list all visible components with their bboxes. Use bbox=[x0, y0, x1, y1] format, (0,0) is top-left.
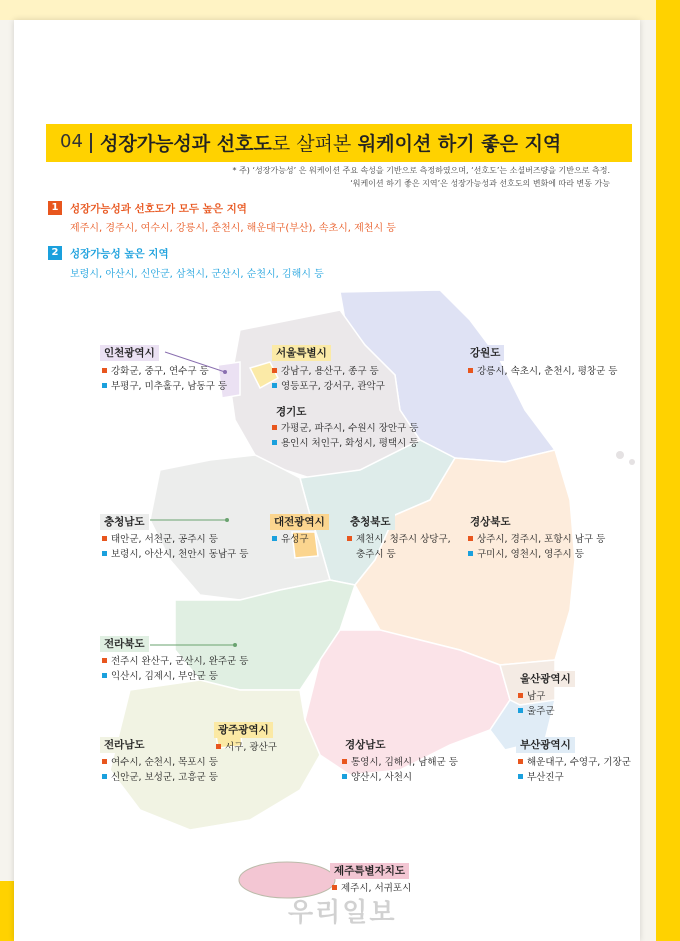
region-jeonnam-orange: 여수시, 순천시, 목포시 등 bbox=[102, 756, 218, 769]
region-gangwon-orange: 강릉시, 속초시, 춘천시, 평창군 등 bbox=[468, 365, 617, 378]
region-label-gyeongnam: 경상남도 bbox=[341, 737, 390, 753]
region-chungnam-blue: 보령시, 아산시, 천안시 동남구 등 bbox=[102, 548, 248, 561]
region-daejeon-blue: 유성구 bbox=[272, 533, 309, 546]
region-label-jeonbuk: 전라북도 bbox=[100, 636, 149, 652]
section-1-title: 성장가능성과 선호도가 모두 높은 지역 bbox=[70, 203, 247, 215]
region-busan-blue: 부산진구 bbox=[518, 771, 564, 784]
region-label-daejeon: 대전광역시 bbox=[270, 514, 329, 530]
region-label-busan: 부산광역시 bbox=[516, 737, 575, 753]
region-gwangju-orange: 서구, 광산구 bbox=[216, 741, 277, 754]
section-2-list: 보령시, 아산시, 신안군, 삼척시, 군산시, 순천시, 김해시 등 bbox=[70, 269, 324, 280]
region-gyeongbuk-blue: 구미시, 영천시, 영주시 등 bbox=[468, 548, 584, 561]
region-label-gyeonggi: 경기도 bbox=[272, 404, 310, 420]
footnote-line-2: ‘워케이션 하기 좋은 지역’은 성장가능성과 선호도의 변화에 따라 변동 가능 bbox=[350, 179, 610, 188]
region-gyeongnam-blue: 양산시, 사천시 bbox=[342, 771, 412, 784]
region-incheon-orange: 강화군, 중구, 연수구 등 bbox=[102, 365, 209, 378]
region-label-jeju: 제주특별자치도 bbox=[330, 863, 409, 879]
region-label-jeonnam: 전라남도 bbox=[100, 737, 149, 753]
region-chungbuk-orange: 제천시, 청주시 상당구, bbox=[347, 533, 451, 546]
map-island bbox=[616, 451, 624, 459]
section-number: 04 bbox=[60, 131, 83, 152]
region-label-seoul: 서울특별시 bbox=[272, 345, 331, 361]
region-label-gangwon: 강원도 bbox=[466, 345, 504, 361]
region-jeonbuk-blue: 익산시, 김제시, 부안군 등 bbox=[102, 670, 218, 683]
incheon-leader-dot bbox=[223, 370, 227, 374]
region-ulsan-blue: 울주군 bbox=[518, 705, 555, 718]
jeonbuk-leader-dot bbox=[233, 643, 237, 647]
region-label-chungbuk: 충청북도 bbox=[346, 514, 395, 530]
watermark: 우리일보 bbox=[288, 898, 397, 928]
section-2-title: 성장가능성 높은 지역 bbox=[70, 248, 169, 260]
section-1-list: 제주시, 경주시, 여수시, 강릉시, 춘천시, 해운대구(부산), 속초시, 제천시 등 bbox=[70, 223, 396, 234]
region-gyeongnam-orange: 통영시, 김해시, 남해군 등 bbox=[342, 756, 458, 769]
region-jeju-orange: 제주시, 서귀포시 bbox=[332, 882, 411, 895]
section-1-badge: 1 bbox=[48, 201, 62, 215]
page-title: 성장가능성과 선호도로 살펴본 워케이션 하기 좋은 지역 bbox=[100, 133, 562, 155]
region-gyeonggi-orange: 가평군, 파주시, 수원시 장안구 등 bbox=[272, 422, 418, 435]
region-busan-orange: 해운대구, 수영구, 기장군 bbox=[518, 756, 631, 769]
region-label-gwangju: 광주광역시 bbox=[214, 722, 273, 738]
region-label-gyeongbuk: 경상북도 bbox=[466, 514, 515, 530]
chungnam-leader-dot bbox=[225, 518, 229, 522]
region-label-incheon: 인천광역시 bbox=[100, 345, 159, 361]
map-region-jeonnam bbox=[110, 680, 320, 830]
footnote-line-1: * 주) ‘성장가능성’ 은 워케이션 주요 속성을 기반으로 측정하였으며, ‘선호도’는 소셜버즈량을 기반으로 측정. bbox=[232, 166, 610, 175]
region-seoul-orange: 강남구, 용산구, 종구 등 bbox=[272, 365, 379, 378]
region-label-ulsan: 울산광역시 bbox=[516, 671, 575, 687]
region-jeonnam-blue: 신안군, 보성군, 고흥군 등 bbox=[102, 771, 218, 784]
region-incheon-blue: 부평구, 미추홀구, 남동구 등 bbox=[102, 380, 227, 393]
map-island bbox=[629, 459, 635, 465]
section-2-badge: 2 bbox=[48, 246, 62, 260]
region-ulsan-orange: 남구 bbox=[518, 690, 545, 703]
region-chungnam-orange: 태안군, 서천군, 공주시 등 bbox=[102, 533, 218, 546]
region-gyeongbuk-orange: 상주시, 경주시, 포항시 남구 등 bbox=[468, 533, 605, 546]
region-seoul-blue: 영등포구, 강서구, 관악구 bbox=[272, 380, 385, 393]
region-chungbuk-orange-2: 충주시 등 bbox=[356, 549, 396, 560]
region-label-chungnam: 충청남도 bbox=[100, 514, 149, 530]
region-jeonbuk-orange: 전주시 완산구, 군산시, 완주군 등 bbox=[102, 655, 248, 668]
region-gyeonggi-blue: 용인시 처인구, 화성시, 평택시 등 bbox=[272, 437, 418, 450]
